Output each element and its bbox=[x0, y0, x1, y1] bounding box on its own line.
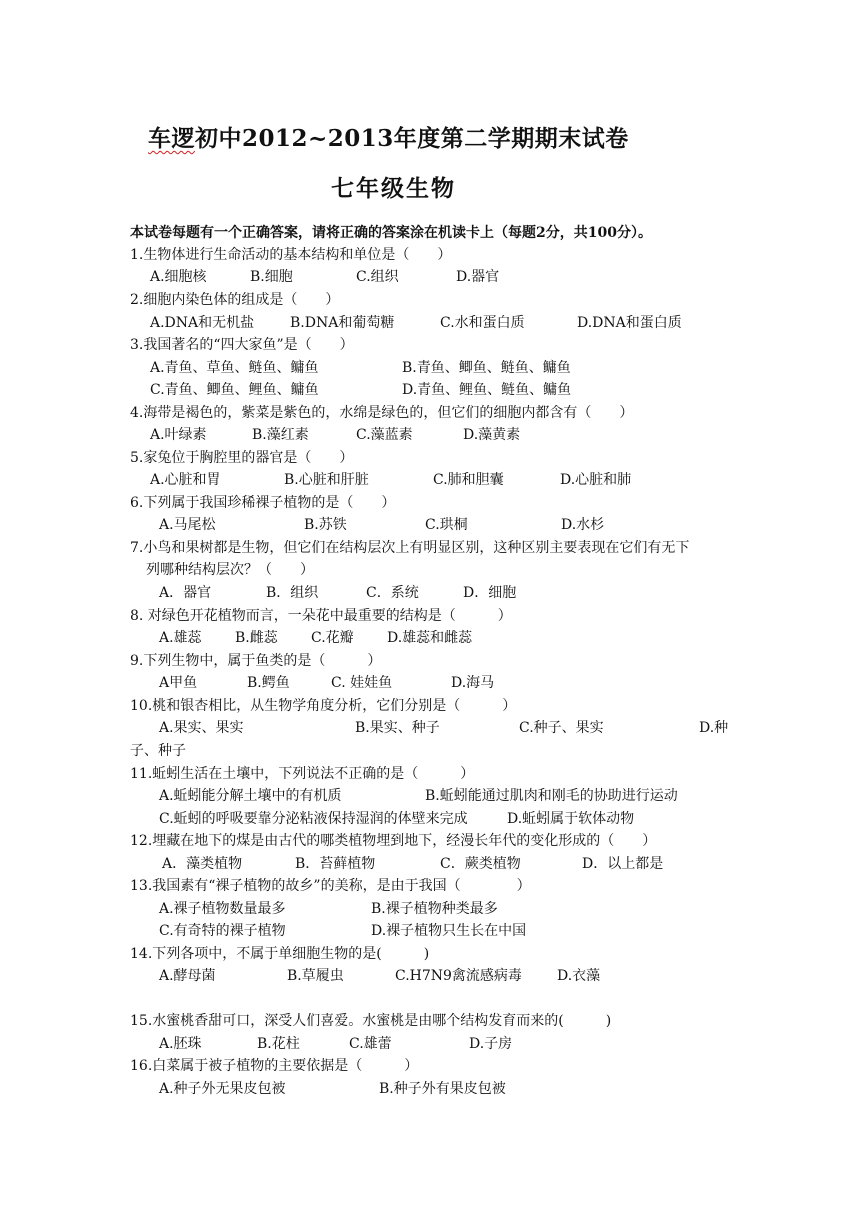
question-7-stem: 7.小鸟和果树都是生物，但它们在结构层次上有明显区别，这种区别主要表现在它们有无下 bbox=[130, 540, 690, 556]
option-a: A．藻类植物 bbox=[162, 856, 243, 872]
option-c: C.肺和胆囊 bbox=[433, 472, 504, 488]
question-13-options-row2 bbox=[159, 921, 759, 941]
question-2-stem: 2.细胞内染色体的组成是（ ） bbox=[130, 292, 340, 308]
option-a: A.叶绿素 bbox=[150, 427, 207, 443]
question-14-options bbox=[159, 966, 759, 986]
question-15-options bbox=[159, 1034, 759, 1054]
option-b: B.苏铁 bbox=[304, 517, 347, 533]
question-5-options bbox=[150, 470, 750, 490]
question-3-stem: 3.我国著名的“四大家鱼”是（ ） bbox=[130, 337, 354, 353]
question-15-stem: 15.水蜜桃香甜可口，深受人们喜爱。水蜜桃是由哪个结构发育而来的( ) bbox=[130, 1013, 612, 1029]
question-16-options bbox=[159, 1079, 759, 1099]
option-b: B.裸子植物种类最多 bbox=[371, 901, 498, 917]
option-c: C.组织 bbox=[356, 269, 399, 285]
option-d: D.子房 bbox=[469, 1036, 513, 1052]
question-3-options-row2 bbox=[150, 380, 750, 400]
question-4-stem: 4.海带是褐色的，紫菜是紫色的，水绵是绿色的，但它们的细胞内都含有（ ） bbox=[130, 405, 634, 421]
option-d: D.衣藻 bbox=[557, 968, 601, 984]
option-b: B.青鱼、鲫鱼、鲢鱼、鳙鱼 bbox=[402, 360, 571, 376]
question-14-stem: 14.下列各项中，不属于单细胞生物的是( ) bbox=[130, 946, 430, 962]
question-1-stem: 1.生物体进行生命活动的基本结构和单位是（ ） bbox=[130, 247, 452, 263]
option-a: A.青鱼、草鱼、鲢鱼、鳙鱼 bbox=[150, 360, 319, 376]
option-c: C.青鱼、鲫鱼、鲤鱼、鳙鱼 bbox=[150, 382, 319, 398]
question-7-stem-continued: 列哪种结构层次？（ ） bbox=[146, 562, 314, 578]
option-b: B.心脏和肝脏 bbox=[284, 472, 369, 488]
question-11-stem: 11.蚯蚓生活在土壤中，下列说法不正确的是（ ） bbox=[130, 766, 475, 782]
exam-title bbox=[148, 120, 629, 153]
option-a: A.马尾松 bbox=[159, 517, 216, 533]
option-a: A.蚯蚓能分解土壤中的有机质 bbox=[159, 788, 342, 804]
option-d: D．细胞 bbox=[463, 585, 517, 601]
option-a: A.细胞核 bbox=[150, 269, 207, 285]
question-1-options bbox=[150, 267, 750, 287]
question-6-options bbox=[159, 515, 759, 535]
question-11-options-row1 bbox=[159, 786, 759, 806]
question-7-options bbox=[159, 583, 759, 603]
option-a: A.心脏和胃 bbox=[150, 472, 221, 488]
option-d: D.DNA和蛋白质 bbox=[577, 315, 682, 331]
option-c: C.种子、果实 bbox=[519, 720, 604, 736]
option-b: B.DNA和葡萄糖 bbox=[290, 315, 395, 331]
option-b: B.种子外有果皮包被 bbox=[379, 1081, 506, 1097]
question-4-options bbox=[150, 425, 750, 445]
question-12-options bbox=[162, 854, 762, 874]
option-d: D.种 bbox=[699, 720, 729, 736]
question-8-stem: 8. 对绿色开花植物而言，一朵花中最重要的结构是（ ） bbox=[130, 608, 512, 624]
option-a: A甲鱼 bbox=[159, 675, 198, 691]
option-a: A.果实、果实 bbox=[159, 720, 244, 736]
option-c: C.有奇特的裸子植物 bbox=[159, 923, 286, 939]
option-c: C．系统 bbox=[366, 585, 419, 601]
question-6-stem: 6.下列属于我国珍稀裸子植物的是（ ） bbox=[130, 495, 396, 511]
option-a: A.雄蕊 bbox=[159, 630, 202, 646]
question-12-stem: 12.埋藏在地下的煤是由古代的哪类植物埋到地下，经漫长年代的变化形成的（ ） bbox=[130, 833, 657, 849]
option-d: D.器官 bbox=[456, 269, 500, 285]
title-school-name: 车逻 bbox=[148, 125, 195, 152]
option-a: A.种子外无果皮包被 bbox=[159, 1081, 286, 1097]
option-b: B.鳄鱼 bbox=[247, 675, 290, 691]
option-d: D.心脏和肺 bbox=[560, 472, 632, 488]
option-c: C.雄蕾 bbox=[349, 1036, 392, 1052]
question-10-options bbox=[159, 718, 759, 738]
question-13-stem: 13.我国素有“裸子植物的故乡”的美称，是由于我国（ ） bbox=[130, 878, 531, 894]
option-d: D.海马 bbox=[451, 675, 495, 691]
option-c: C.H7N9禽流感病毒 bbox=[395, 968, 522, 984]
option-d: D.青鱼、鲤鱼、鲢鱼、鳙鱼 bbox=[402, 382, 572, 398]
question-3-options-row1 bbox=[150, 358, 750, 378]
option-b: B.细胞 bbox=[250, 269, 293, 285]
question-11-options-row2 bbox=[159, 809, 759, 829]
question-13-options-row1 bbox=[159, 899, 759, 919]
option-c: C.花瓣 bbox=[311, 630, 354, 646]
option-a: A.酵母菌 bbox=[159, 968, 216, 984]
option-b: B．苔藓植物 bbox=[295, 856, 376, 872]
question-2-options bbox=[150, 313, 750, 333]
option-d: D.蚯蚓属于软体动物 bbox=[507, 811, 635, 827]
option-c: C.蚯蚓的呼吸要靠分泌粘液保持湿润的体壁来完成 bbox=[159, 811, 468, 827]
option-c: C.藻蓝素 bbox=[356, 427, 413, 443]
option-a: A.DNA和无机盐 bbox=[150, 315, 255, 331]
option-c: C．蕨类植物 bbox=[440, 856, 521, 872]
option-b: B.花柱 bbox=[257, 1036, 300, 1052]
option-d: D.水杉 bbox=[561, 517, 605, 533]
option-a: A．器官 bbox=[159, 585, 212, 601]
option-b: B．组织 bbox=[266, 585, 319, 601]
option-a: A.裸子植物数量最多 bbox=[159, 901, 286, 917]
option-d: D.雄蕊和雌蕊 bbox=[387, 630, 473, 646]
option-d: D.藻黄素 bbox=[463, 427, 521, 443]
option-c: C.水和蛋白质 bbox=[440, 315, 525, 331]
option-c: C. 娃娃鱼 bbox=[331, 675, 393, 691]
option-c: C.珙桐 bbox=[425, 517, 468, 533]
option-d: D．以上都是 bbox=[582, 856, 664, 872]
option-b: B.草履虫 bbox=[287, 968, 344, 984]
option-b: B.果实、种子 bbox=[355, 720, 440, 736]
question-9-stem: 9.下列生物中，属于鱼类的是（ ） bbox=[130, 653, 382, 669]
option-a: A.胚珠 bbox=[159, 1036, 202, 1052]
question-8-options bbox=[159, 628, 759, 648]
option-b: B.藻红素 bbox=[252, 427, 309, 443]
title-rest: 初中2012~2013年度第二学期期末试卷 bbox=[195, 125, 629, 152]
question-9-options bbox=[159, 673, 759, 693]
option-b: B.雌蕊 bbox=[235, 630, 278, 646]
question-10-option-d-wrap: 子、种子 bbox=[130, 743, 186, 759]
exam-subtitle: 七年级生物 bbox=[331, 175, 456, 202]
option-d: D.裸子植物只生长在中国 bbox=[371, 923, 527, 939]
question-16-stem: 16.白菜属于被子植物的主要依据是（ ） bbox=[130, 1058, 419, 1074]
question-10-stem: 10.桃和银杏相比，从生物学角度分析，它们分别是（ ） bbox=[130, 698, 517, 714]
option-b: B.蚯蚓能通过肌肉和刚毛的协助进行运动 bbox=[425, 788, 678, 804]
question-5-stem: 5.家兔位于胸腔里的器官是（ ） bbox=[130, 450, 354, 466]
exam-instructions: 本试卷每题有一个正确答案，请将正确的答案涂在机读卡上（每题2分，共100分）。 bbox=[130, 225, 652, 241]
